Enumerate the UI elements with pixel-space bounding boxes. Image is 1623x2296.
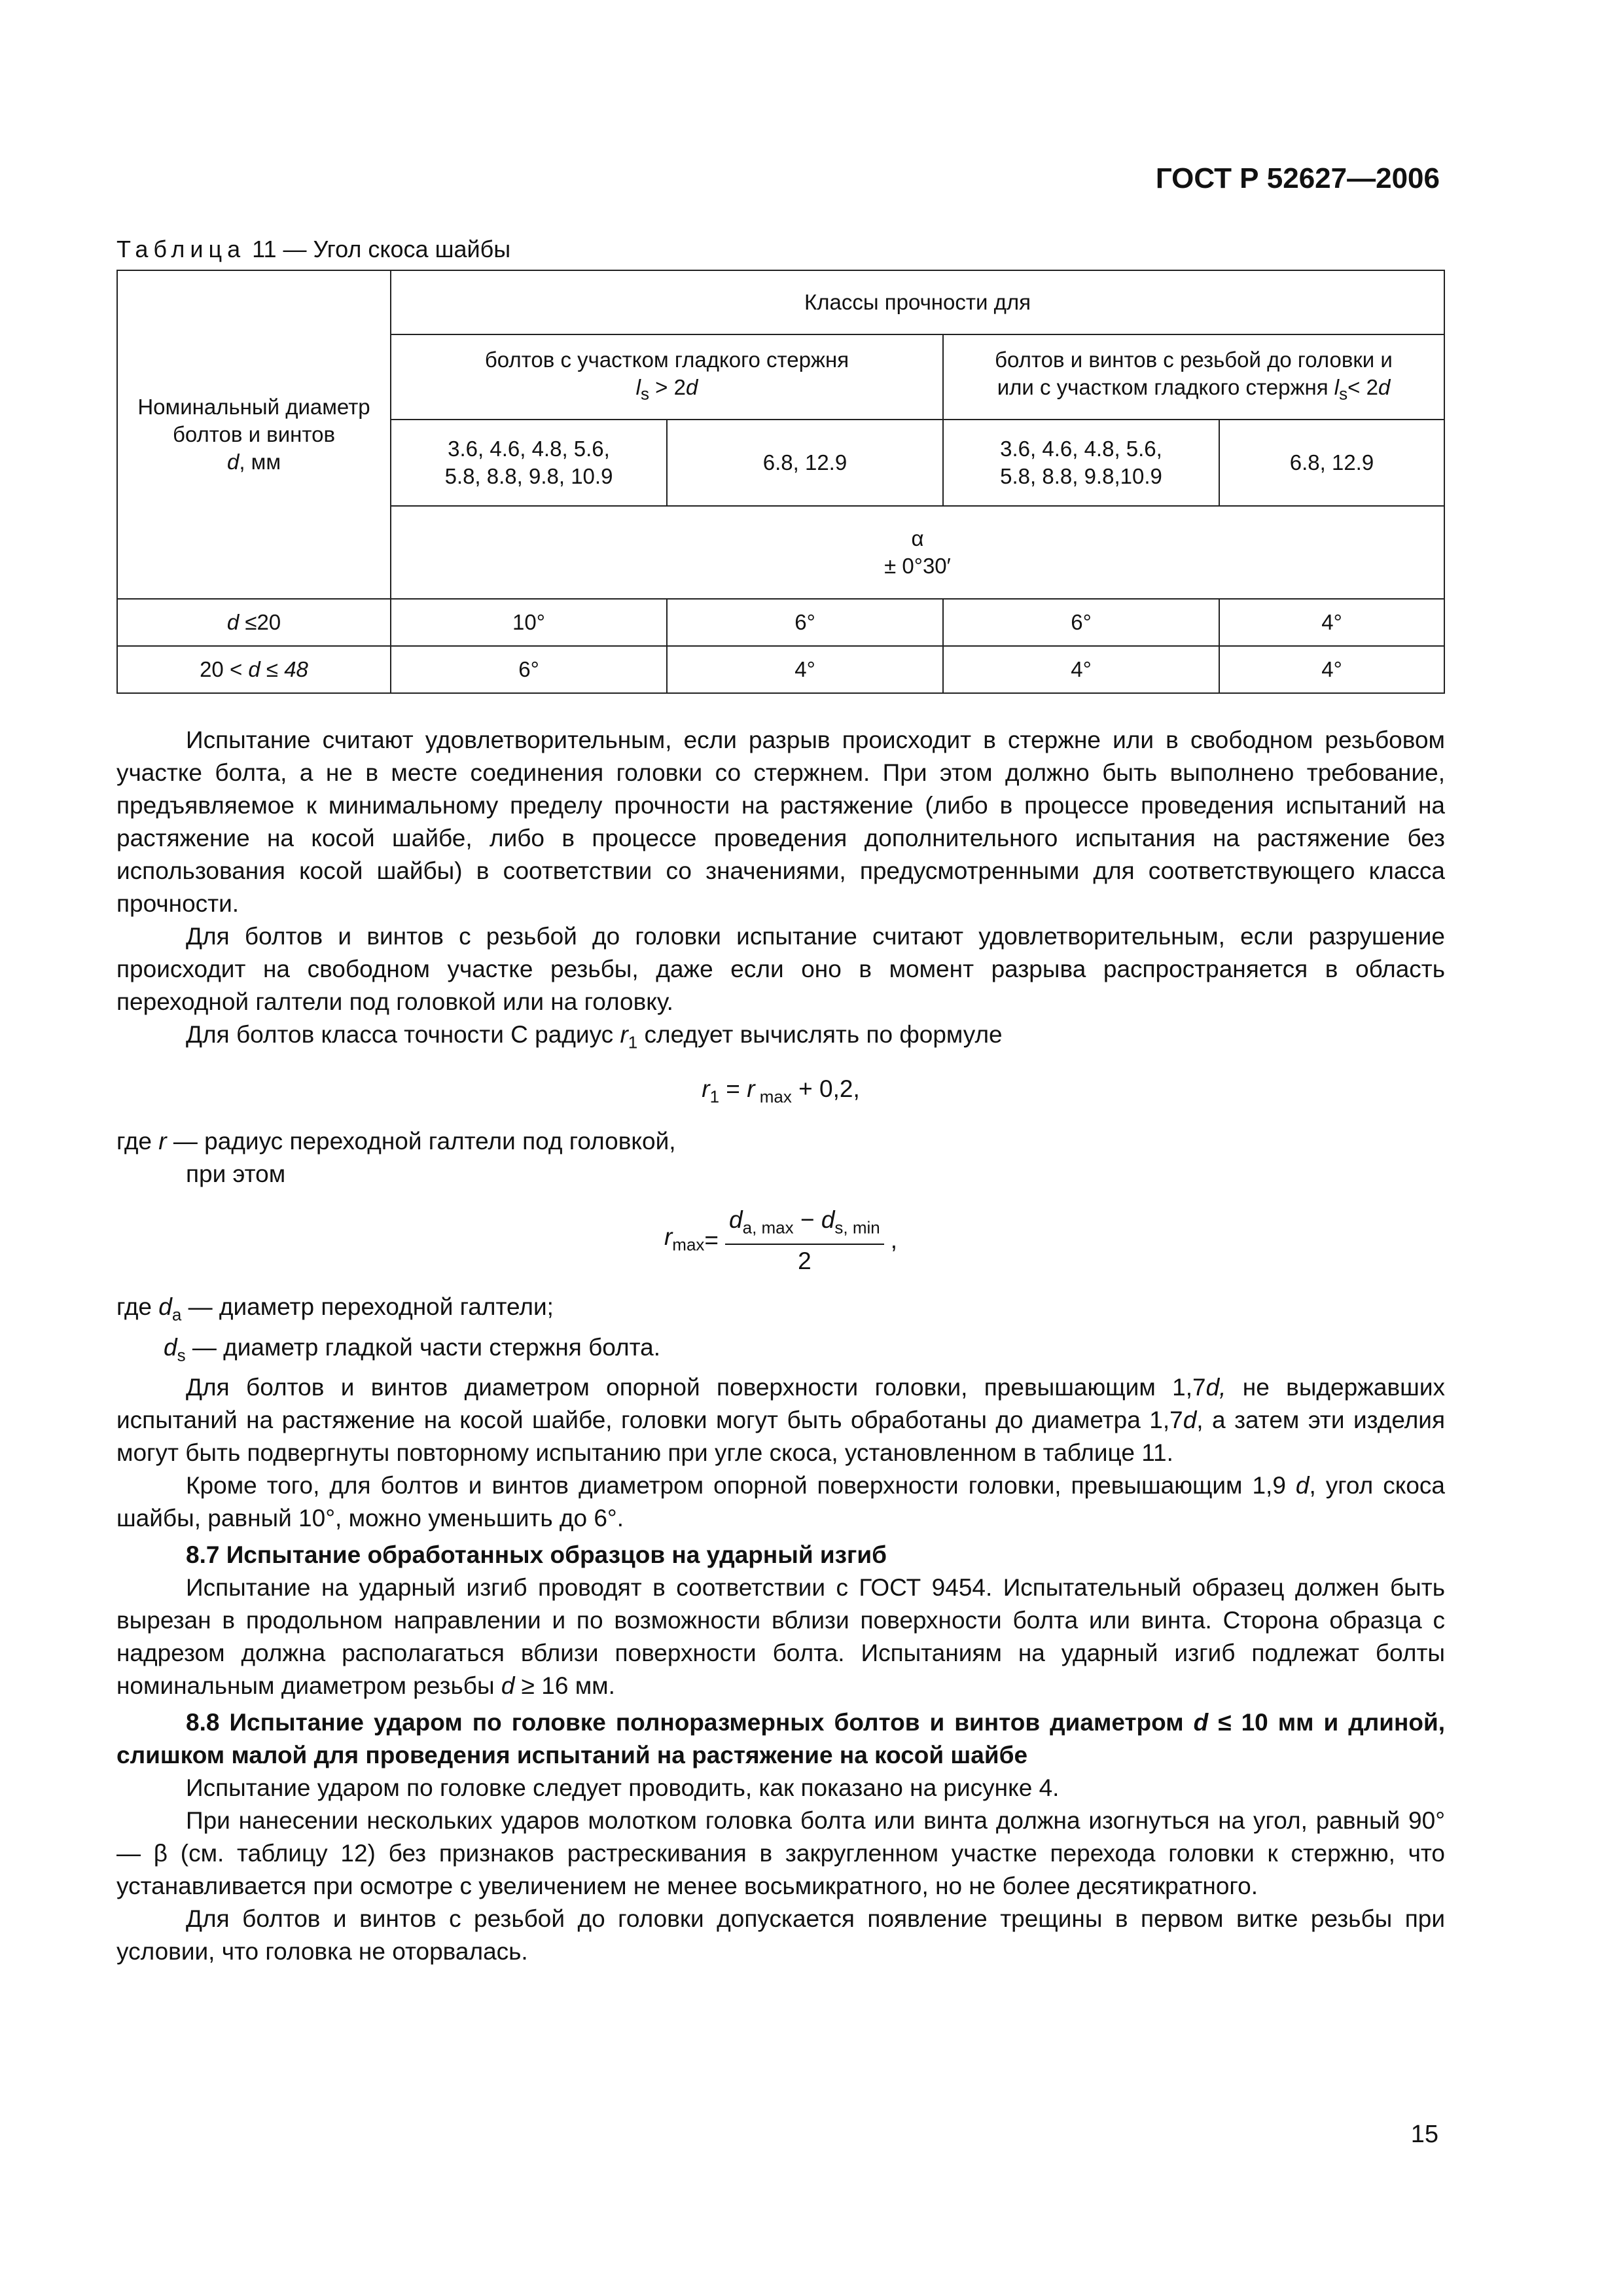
table-row <box>117 646 1444 693</box>
class-cell: 3.6, 4.6, 4.8, 5.6, 5.8, 8.8, 9.8, 10.9 <box>391 420 667 506</box>
angle-value: 10° <box>391 599 667 646</box>
paragraph: Испытание ударом по головке следует проводить, как показано на рисунке 4. <box>186 1774 1060 1801</box>
paragraph: Для болтов класса точности С радиус $r_1$ следует вычислять по формуле <box>186 1021 1003 1052</box>
section-heading-8-7: 8.7 Испытание обработанных образцов на ударный изгиб <box>186 1541 887 1568</box>
row-header-line: болтов и винтов <box>173 422 335 446</box>
class-cell: 3.6, 4.6, 4.8, 5.6, 5.8, 8.8, 9.8,10.9 <box>943 420 1219 506</box>
angle-value: 4° <box>1219 646 1444 693</box>
row-header-cell <box>117 270 391 599</box>
row-header-line: Номинальный диаметр <box>137 395 370 419</box>
paragraph: При нанесении нескольких ударов молотком головка болта или винта должна изогнуться на угол, равный 90° — β (см. таблицу 12) без признаков растрескивания в закругленном участке перехода головки к стержню, что устанавливается при осмотре с увеличением не менее восьмикратного, но не более десятикратного. <box>116 1806 1445 1899</box>
angle-value: 6° <box>943 599 1219 646</box>
where-clause: где r — радиус переходной галтели под головкой, <box>116 1127 676 1155</box>
angle-value: 4° <box>943 646 1219 693</box>
document-code: ГОСТ Р 52627—2006 <box>1155 162 1440 194</box>
table-caption <box>116 236 510 263</box>
class-cell: 6.8, 12.9 <box>667 420 943 506</box>
where-clause: при этом <box>186 1160 286 1187</box>
angle-value: 4° <box>667 646 943 693</box>
where-clause: $d_s$ — диаметр гладкой части стержня болта. <box>164 1333 660 1365</box>
class-cell: 6.8, 12.9 <box>1219 420 1444 506</box>
row-header-line: d, мм <box>226 450 281 474</box>
paragraph: Для болтов и винтов диаметром опорной поверхности головки, превышающим 1,7d, не выдержавших испытаний на растяжение на косой шайбе, головки могут быть обработаны до диаметра 1,7d, а затем эти изделия могут быть подвергнуты повторному испытанию при угле скоса, установленном в таблице 11. <box>116 1373 1446 1466</box>
diameter-range: d ≤20 <box>117 599 391 646</box>
where-clause: где $d_a$ — диаметр переходной галтели; <box>116 1293 554 1325</box>
angle-value: 4° <box>1219 599 1444 646</box>
paragraph: Для болтов и винтов с резьбой до головки испытание считают удовлетворительным, если разрушение происходит на свободном участке резьбы, даже если оно в момент разрыва распространяется в область переходной галтели под головкой или на головку. <box>116 923 1445 1015</box>
fraction: $\frac{d_{a, max} - d_{s, min}}{2}$ <box>725 1204 884 1278</box>
group-header-cell: Классы прочности для <box>391 270 1444 334</box>
caption-word: Таблица <box>116 236 246 262</box>
formula-r1: $r_1 = r$ $_{max}$ + 0,2, <box>702 1075 860 1107</box>
diameter-range: 20 < d ≤ 48 <box>117 646 391 693</box>
section-heading-8-8: 8.8 Испытание ударом по головке полноразмерных болтов и винтов диаметром d ≤ 10 мм и длиной, слишком малой для проведения испытаний на растяжение на косой шайбе <box>116 1708 1446 1768</box>
table-row <box>117 599 1444 646</box>
angle-value: 6° <box>391 646 667 693</box>
subgroup-thread-to-head: болтов и винтов с резьбой до головки и или с участком гладкого стержня $l_s< 2d$ <box>943 334 1444 420</box>
angle-value: 6° <box>667 599 943 646</box>
formula-rmax: $r_{max}$ = $\frac{d_{a, max} - d_{s, min}}{2}$ , <box>116 1204 1445 1278</box>
paragraph: Испытание считают удовлетворительным, если разрыв происходит в стержне или в свободном резьбовом участке болта, а не в месте соединения головки со стержнем. При этом должно быть выполнено требование, предъявляемое к минимальному пределу прочности на растяжение (либо в процессе проведения испытаний на растяжение на косой шайбе, либо в процессе проведения дополнительного испытания на растяжение без использования косой шайбы) в соответствии со значениями, предусмотренными для соответствующего класса прочности. <box>116 726 1445 917</box>
paragraph: Для болтов и винтов с резьбой до головки допускается появление трещины в первом витке резьбы при условии, что головка не оторвалась. <box>116 1905 1445 1965</box>
angle-unit-cell: α ± 0°30′ <box>391 506 1444 599</box>
washer-angle-table <box>116 270 1445 694</box>
paragraph: Кроме того, для болтов и винтов диаметром опорной поверхности головки, превышающим 1,9 d, угол скоса шайбы, равный 10°, можно уменьшить до 6°. <box>116 1471 1445 1532</box>
paragraph: Испытание на ударный изгиб проводят в соответствии с ГОСТ 9454. Испытательный образец должен быть вырезан в продольном направлении и по возможности вблизи поверхности болта или винта. Сторона образца с надрезом должна располагаться вблизи поверхности болта. Испытаниям на ударный изгиб подлежат болты номинальным диаметром резьбы d ≥ 16 мм. <box>116 1573 1445 1699</box>
subgroup-smooth-shank: болтов с участком гладкого стержня $l_s > 2d$ <box>391 334 943 420</box>
body-text <box>116 724 1445 1968</box>
caption-title: 11 — Угол скоса шайбы <box>252 236 511 262</box>
page-number: 15 <box>1410 2121 1438 2148</box>
